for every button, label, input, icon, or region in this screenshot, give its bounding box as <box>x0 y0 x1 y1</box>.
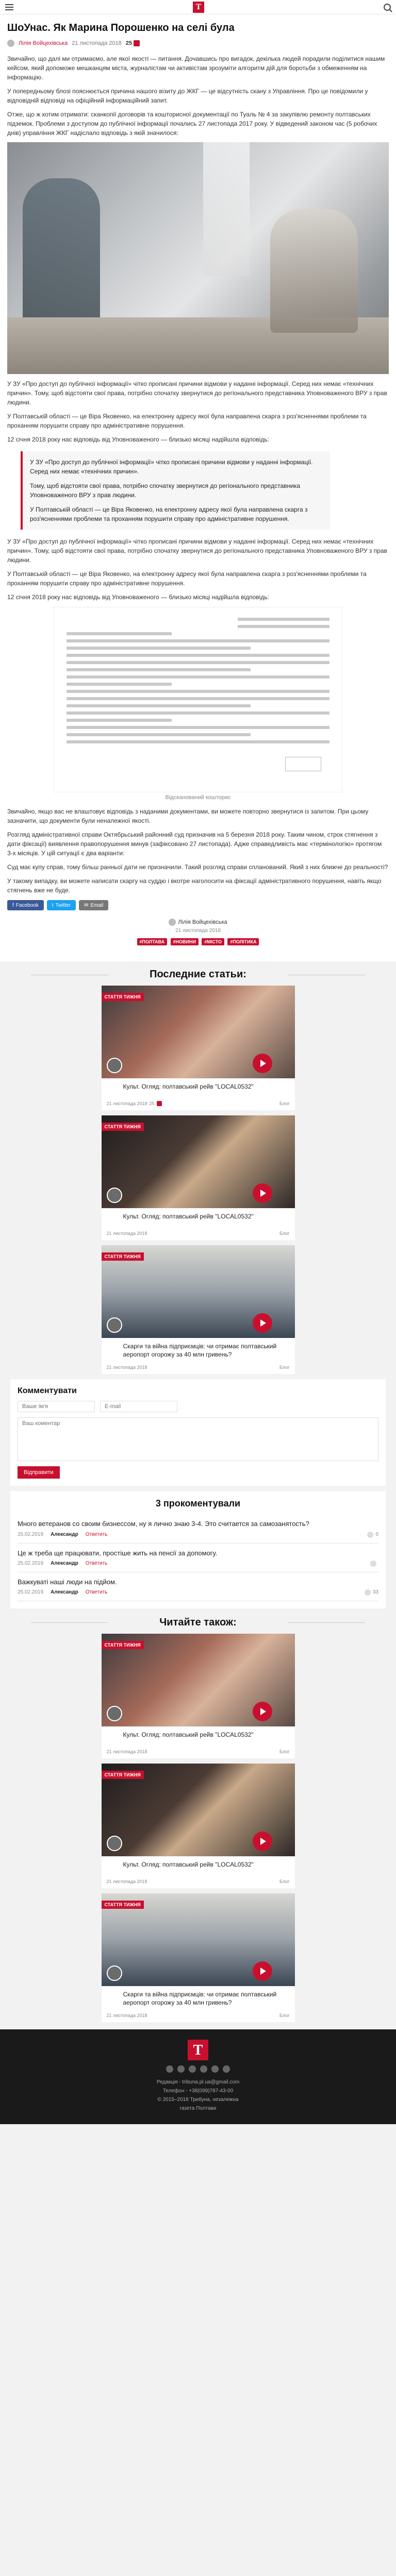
author-avatar <box>107 1188 122 1203</box>
article-card[interactable]: СТАТТЯ ТИЖНЯ Культ. Огляд: полтавський рейв "LOCAL0532" 21 листопада 2018 25 Блог <box>102 986 295 1110</box>
quote-text: У Полтавській області — це Віра Яковенко, на електронну адресу якої була направлена скарга з роз'ясненнями проблеми та проханням порушити справу про адміністративне порушення. <box>30 506 308 522</box>
play-icon <box>253 1832 272 1851</box>
card-title[interactable]: Скарги та війна підприємців: чи отримає полтавський аеропорт огорожу за 40 млн гривень? <box>123 1343 277 1359</box>
facebook-icon[interactable] <box>166 2065 173 2073</box>
search-icon[interactable] <box>384 4 391 11</box>
paragraph: 12 січня 2018 року нас відповідь від Уповноваженого — близько місяці надійшла відповідь: <box>7 594 269 601</box>
play-icon <box>253 1183 272 1203</box>
menu-icon[interactable] <box>5 4 13 10</box>
card-category: Блог <box>279 2013 290 2019</box>
twitter-share-button[interactable]: t Twitter <box>47 900 76 910</box>
comment-author: Александр <box>51 1532 78 1538</box>
comments-title: 3 прокоментували <box>155 1498 241 1509</box>
vote-icon[interactable] <box>370 1561 376 1567</box>
article-photo <box>7 142 389 374</box>
card-image[interactable] <box>102 1764 295 1856</box>
card-title[interactable]: Культ. Огляд: полтавський рейв "LOCAL0532" <box>123 1731 254 1738</box>
footer-logo[interactable]: T <box>188 2040 208 2060</box>
footer-email[interactable]: Редакція - tribuna.pl.ua@gmail.com <box>156 2079 240 2086</box>
card-label: СТАТТЯ ТИЖНЯ <box>102 1123 144 1131</box>
tag-list <box>7 937 389 946</box>
reply-button[interactable]: Ответить <box>85 1561 108 1567</box>
comment-form <box>10 1379 386 1486</box>
quote-text: У ЗУ «Про доступ до публічної інформації» чітко прописані причини відмови у наданні інформації. Серед них немає «технічних причин». <box>30 459 313 475</box>
comment: Много ветеранов со своим бизнессом, ну я лично знаю 3-4. Это считается за самозанятость? 25.02.2019 Александр Ответить 0 <box>18 1514 378 1543</box>
section-title: Последние статьи: <box>0 969 396 980</box>
author-avatar <box>107 1836 122 1851</box>
paragraph: У попередньому блозі пояснюється причина нашого візиту до ЖКГ — це відсутність скану з Управління. Про це повідомили у відповідній відповіді на офіційний інформаційний запит. <box>7 88 368 104</box>
views-count: 25 <box>126 40 140 46</box>
telegram-icon[interactable] <box>211 2065 219 2073</box>
paragraph: 12 січня 2018 року нас відповідь від Уповноваженого — близько місяці надійшла відповідь: <box>7 436 269 443</box>
instagram-icon[interactable] <box>189 2065 196 2073</box>
card-title[interactable]: Скарги та війна підприємців: чи отримає полтавський аеропорт огорожу за 40 млн гривень? <box>123 1990 277 2007</box>
vote-icon[interactable] <box>365 1589 371 1596</box>
card-category: Блог <box>279 1101 290 1106</box>
card-label: СТАТТЯ ТИЖНЯ <box>102 1901 144 1909</box>
article-card[interactable]: СТАТТЯ ТИЖНЯ Культ. Огляд: полтавський рейв "LOCAL0532" 21 листопада 2018 Блог <box>102 1764 295 1888</box>
author-avatar <box>169 919 176 926</box>
vote-icon[interactable] <box>367 1532 373 1538</box>
comment-text: Це ж треба ще працювати, простіше жить на пенсії за допомогу. <box>18 1549 218 1557</box>
play-icon <box>253 1054 272 1073</box>
email-share-button[interactable]: ✉ Email <box>79 900 108 910</box>
card-category: Блог <box>279 1878 290 1884</box>
tag[interactable]: #НОВИНИ <box>171 938 199 945</box>
youtube-icon[interactable] <box>200 2065 207 2073</box>
comment: Це ж треба ще працювати, простіше жить на пенсії за допомогу. 25.02.2019 Александр Ответить <box>18 1544 378 1572</box>
share-buttons <box>7 900 389 910</box>
reply-button[interactable]: Ответить <box>85 1589 108 1596</box>
latest-articles <box>0 961 396 2029</box>
card-title[interactable]: Культ. Огляд: полтавський рейв "LOCAL0532" <box>123 1083 254 1090</box>
submit-button[interactable]: Відправити <box>18 1466 60 1479</box>
tag[interactable]: #ПОЛТАВА <box>137 938 168 945</box>
comment-field[interactable] <box>18 1417 378 1461</box>
comment-text: Много ветеранов со своим бизнессом, ну я лично знаю 3-4. Это считается за самозанятость? <box>18 1520 309 1528</box>
author-link[interactable]: Лілія Войцехівська <box>19 40 68 46</box>
email-icon: ✉ <box>84 902 89 908</box>
twitter-icon[interactable] <box>177 2065 185 2073</box>
author-avatar <box>107 1058 122 1073</box>
play-icon <box>253 1313 272 1333</box>
play-icon <box>253 1702 272 1721</box>
image-caption: Відсканований кошторис <box>165 794 231 801</box>
site-logo[interactable]: T <box>193 2 204 13</box>
views-icon <box>134 40 140 46</box>
paragraph: Розгляд адміністративної справи Октябрьський районний суд призначив на 5 березня 2018 року. Таким чином, строк стягнення з дати фіксації) виявлення правопорушення минув (зафіксовано 27 листопада). Адже справедливість має «термінологію» протягом 3-х місяців. У цій ситуації є два варіанти: <box>7 831 382 857</box>
comment-author: Александр <box>51 1561 78 1567</box>
site-footer <box>0 2029 396 2124</box>
document-stamp <box>285 757 321 771</box>
footer-copyright: © 2015–2018 Трибуна, незалежна <box>157 2097 239 2103</box>
play-icon <box>253 1961 272 1981</box>
name-field[interactable] <box>18 1401 95 1412</box>
author-box <box>7 919 389 926</box>
author-link[interactable]: Лілія Войцехівська <box>178 919 227 925</box>
card-label: СТАТТЯ ТИЖНЯ <box>102 993 144 1001</box>
tag[interactable]: #ПОЛІТИКА <box>227 938 259 945</box>
card-label: СТАТТЯ ТИЖНЯ <box>102 1771 144 1779</box>
card-label: СТАТТЯ ТИЖНЯ <box>102 1252 144 1261</box>
form-title: Комментувати <box>18 1386 77 1396</box>
article-date: 21 листопада 2018 <box>175 928 221 934</box>
article <box>0 14 396 961</box>
article-card[interactable]: СТАТТЯ ТИЖНЯ Скарги та війна підприємців: чи отримає полтавський аеропорт огорожу за 40 млн гривень? 21 листопада 2018 Блог <box>102 1893 295 2022</box>
views-icon <box>157 1101 162 1106</box>
paragraph: У ЗУ «Про доступ до публічної інформації» чітко прописані причини відмови у наданні інформації. Серед них немає «технічних причин». Тому, щоб відстояти свої права, потрібно спочатку звернутися до регіонального представника Уповноваженого ВРУ з прав людини. <box>7 538 387 564</box>
footer-copyright: газета Полтави <box>179 2106 217 2112</box>
card-category: Блог <box>279 1231 290 1236</box>
article-card[interactable]: СТАТТЯ ТИЖНЯ Культ. Огляд: полтавський рейв "LOCAL0532" 21 листопада 2018 Блог <box>102 1634 295 1758</box>
comment-text: Важкуваті наші люди на підйом. <box>18 1578 117 1586</box>
scanned-document <box>54 607 342 792</box>
card-label: СТАТТЯ ТИЖНЯ <box>102 1641 144 1649</box>
author-avatar <box>107 1317 122 1333</box>
blockquote <box>21 451 330 530</box>
footer-phone: Телефон - +38(099)787-43-00 <box>162 2088 234 2094</box>
card-image[interactable] <box>102 1115 295 1208</box>
paragraph: У Полтавській області — це Віра Яковенко, на електронну адресу якої була направлена скарга з роз'ясненнями проблеми та проханням порушити справу про адміністративне порушення. <box>7 570 367 587</box>
article-card[interactable]: СТАТТЯ ТИЖНЯ Культ. Огляд: полтавський рейв "LOCAL0532" 21 листопада 2018 Блог <box>102 1115 295 1240</box>
paragraph: Звичайно, що далі ми отримаємо, але якої якості — питання. Дочавшись про вигадок, декілька людей порадили поділитися нашим кейсом, який допоможе мешканцям міста, журналістам чи активістам зрозуміти алгоритм дій для боротьби з обмеженням на інформацію. <box>7 55 385 81</box>
card-category: Блог <box>279 1749 290 1754</box>
author-avatar <box>7 40 14 47</box>
paragraph: Звичайно, якщо вас не влаштовує відповідь з наданими документами, ви можете повторно звернутися із запитом. При цьому зазначити, що документи були неналежної якості. <box>7 808 369 824</box>
comment-author: Александр <box>51 1589 78 1596</box>
reply-button[interactable]: Ответить <box>85 1532 108 1538</box>
social-links <box>0 2065 396 2073</box>
article-date: 21 листопада 2018 <box>72 40 122 46</box>
card-title[interactable]: Культ. Огляд: полтавський рейв "LOCAL0532" <box>123 1860 254 1868</box>
paragraph: Суд має купу справ, тому більш ранньої дати не призначили. Такий розгляд справи спланований. Який з них ближче до реальності? <box>7 863 388 871</box>
tag[interactable]: #МІСТО <box>202 938 224 945</box>
paragraph: У Полтавській області — це Віра Яковенко, на електронну адресу якої була направлена скарга з роз'ясненнями проблеми та проханням порушити справу про адміністративне порушення. <box>7 413 367 429</box>
author-avatar <box>107 1965 122 1981</box>
article-meta <box>7 40 389 47</box>
card-image[interactable] <box>102 1634 295 1726</box>
quote-text: Тому, щоб відстояти свої права, потрібно спочатку звернутися до регіонального представника Уповноваженого ВРУ з прав людини. <box>30 482 301 499</box>
email-field[interactable] <box>100 1401 177 1412</box>
comments-list <box>10 1491 386 1608</box>
card-image[interactable] <box>102 1245 295 1338</box>
author-avatar <box>107 1706 122 1721</box>
section-title: Читайте також: <box>0 1617 396 1629</box>
paragraph: Отже, що ж котим отримати: сканкопії договорів та кошторисної документації по Туаль № 4 за закупівлю ремонту полтавських підземок. Проблеми з доступом до публічної інформації почались 27 листопада 2017 року. У відведений законом час (5 робочих днів) управління ЖКГ надіслало відповідь з якій значилося: <box>7 111 377 137</box>
card-title[interactable]: Культ. Огляд: полтавський рейв "LOCAL0532" <box>123 1213 254 1220</box>
card-image[interactable] <box>102 986 295 1078</box>
paragraph: У ЗУ «Про доступ до публічної інформації» чітко прописані причини відмови у наданні інформації. Серед них немає «технічних причин». Тому, щоб відстояти свої права, потрібно спочатку звернутися до регіонального представника Уповноваженого ВРУ з прав людини. <box>7 380 387 406</box>
facebook-share-button[interactable]: f Facebook <box>7 900 44 910</box>
comment: Важкуваті наші люди на підйом. 25.02.2019 Александр Ответить 33 <box>18 1572 378 1601</box>
facebook-icon: f <box>12 902 14 908</box>
twitter-icon: t <box>52 902 54 908</box>
card-category: Блог <box>279 1365 290 1370</box>
paragraph: У такому випадку, ви можете написати скаргу на суддю і вкотре наголосити на фіксації адміністративного порушення, навіть якщо стягнень вже не буде. <box>7 877 382 894</box>
rss-icon[interactable] <box>223 2065 230 2073</box>
top-bar <box>0 0 396 14</box>
card-image[interactable] <box>102 1893 295 1986</box>
article-card[interactable]: СТАТТЯ ТИЖНЯ Скарги та війна підприємців: чи отримає полтавський аеропорт огорожу за 40 млн гривень? 21 листопада 2018 Блог <box>102 1245 295 1374</box>
article-title: ШоУнас. Як Марина Порошенко на селі була <box>7 22 235 33</box>
